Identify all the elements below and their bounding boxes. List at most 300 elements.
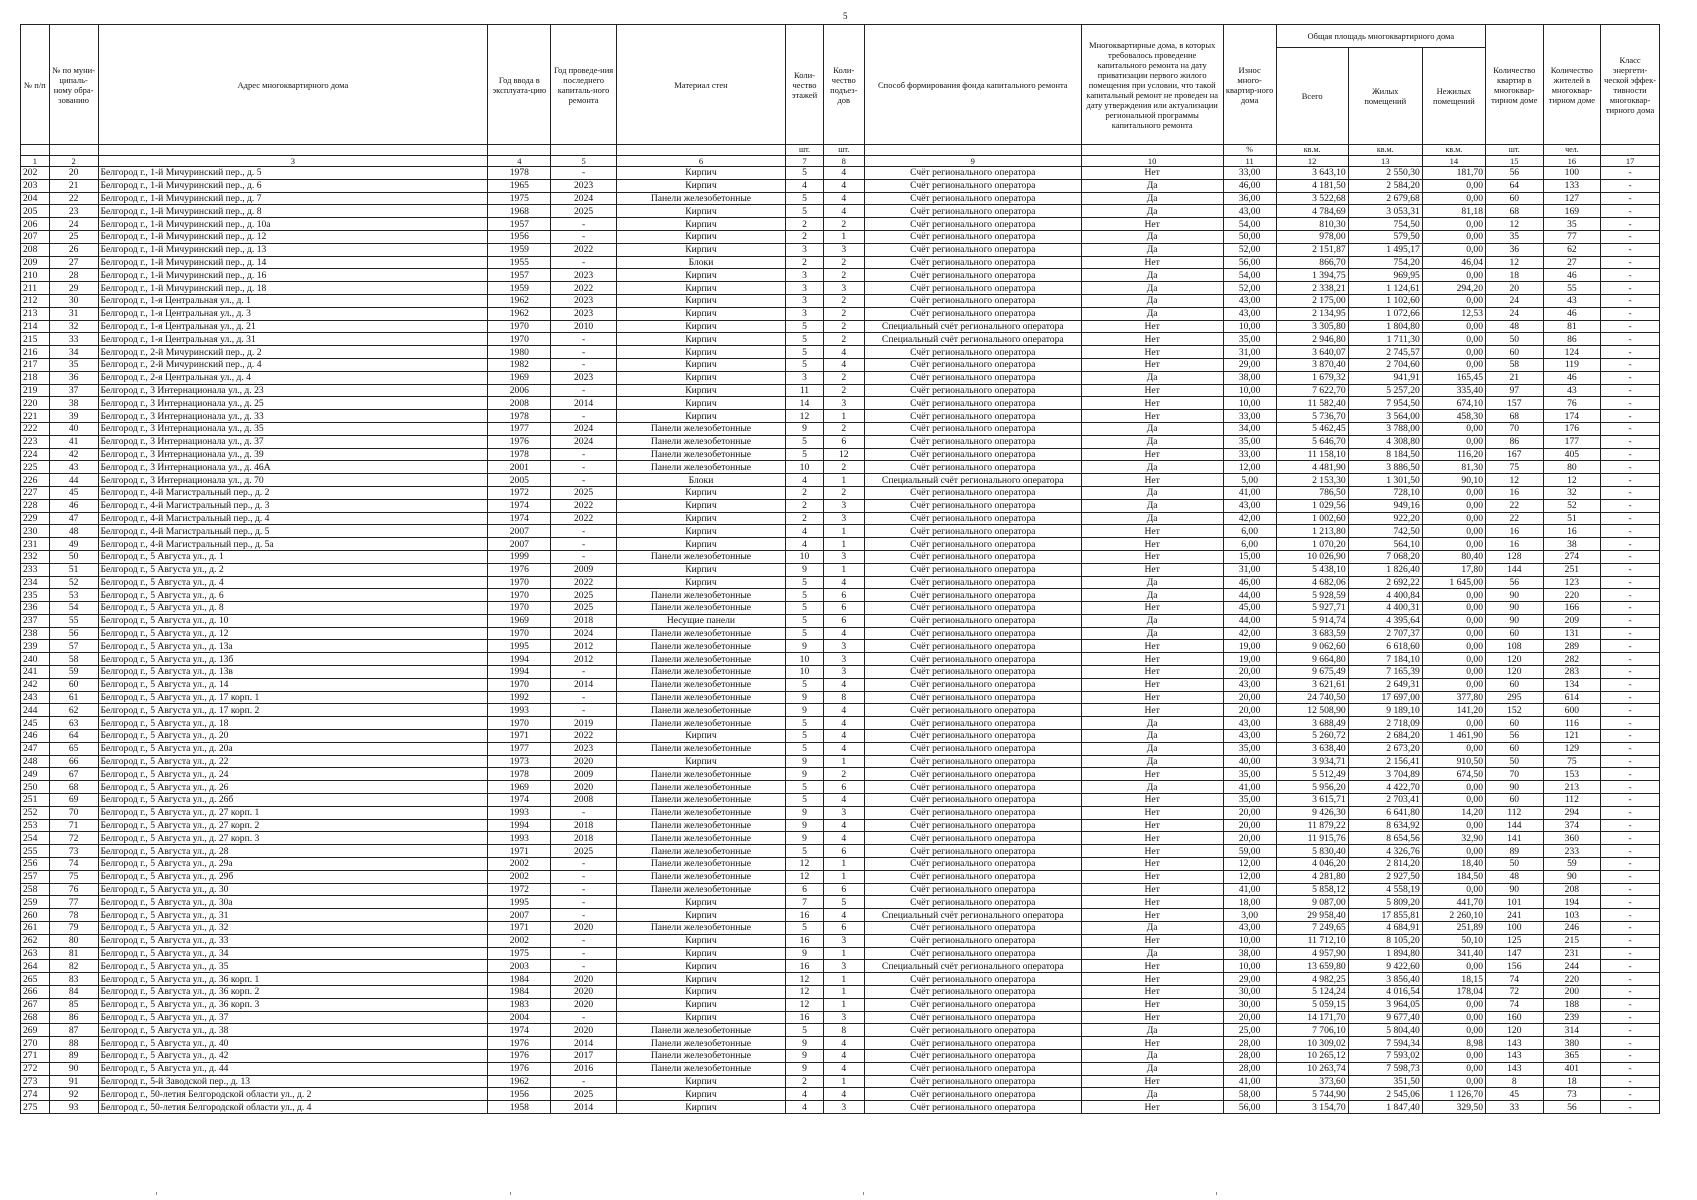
- repair-required-cell: Нет: [1081, 320, 1223, 333]
- row-number: 211: [21, 282, 50, 295]
- residents-cell: 131: [1543, 627, 1601, 640]
- header-wall-material: Материал стен: [616, 25, 785, 145]
- municipal-number: 71: [49, 819, 98, 832]
- row-number: 260: [21, 909, 50, 922]
- wall-material-cell: Кирпич: [616, 1075, 785, 1088]
- energy-class-cell: -: [1601, 742, 1660, 755]
- repair-year-cell: -: [551, 474, 616, 487]
- residents-cell: 43: [1543, 384, 1601, 397]
- area-residential-cell: 4 400,31: [1348, 602, 1422, 615]
- repair-year-cell: 2024: [551, 435, 616, 448]
- residents-cell: 103: [1543, 909, 1601, 922]
- entrances-cell: 3: [823, 397, 864, 410]
- energy-class-cell: -: [1601, 410, 1660, 423]
- area-nonresidential-cell: 0,00: [1422, 538, 1485, 551]
- row-number: 257: [21, 870, 50, 883]
- row-number: 206: [21, 218, 50, 231]
- table-row: [21, 294, 1660, 307]
- table-row: [21, 806, 1660, 819]
- floors-cell: 10: [786, 461, 824, 474]
- energy-class-cell: -: [1601, 269, 1660, 282]
- fund-method-cell: Счёт регионального оператора: [864, 653, 1081, 666]
- area-nonresidential-cell: 0,00: [1422, 179, 1485, 192]
- residents-cell: 169: [1543, 205, 1601, 218]
- year-built-cell: 1995: [488, 896, 551, 909]
- municipal-number: 84: [49, 986, 98, 999]
- area-nonresidential-cell: 0,00: [1422, 998, 1485, 1011]
- area-nonresidential-cell: 0,00: [1422, 678, 1485, 691]
- table-row: [21, 602, 1660, 615]
- area-residential-cell: 2 679,68: [1348, 192, 1422, 205]
- area-total-cell: 1 029,56: [1276, 499, 1348, 512]
- table-row: [21, 1088, 1660, 1101]
- area-total-cell: 5 462,45: [1276, 422, 1348, 435]
- energy-class-cell: -: [1601, 179, 1660, 192]
- repair-year-cell: 2025: [551, 1088, 616, 1101]
- area-nonresidential-cell: 0,00: [1422, 819, 1485, 832]
- area-total-cell: 5 438,10: [1276, 563, 1348, 576]
- area-residential-cell: 564,10: [1348, 538, 1422, 551]
- table-row: [21, 1062, 1660, 1075]
- apartments-cell: 143: [1486, 1049, 1544, 1062]
- area-nonresidential-cell: 0,00: [1422, 525, 1485, 538]
- wall-material-cell: Кирпич: [616, 986, 785, 999]
- apartments-cell: 120: [1486, 1024, 1544, 1037]
- wall-material-cell: Панели железобетонные: [616, 717, 785, 730]
- entrances-cell: 3: [823, 243, 864, 256]
- row-number: 270: [21, 1037, 50, 1050]
- address-cell: Белгород г., 4-й Магистральный пер., д. 5а: [98, 538, 488, 551]
- repair-year-cell: -: [551, 806, 616, 819]
- table-row: [21, 320, 1660, 333]
- area-nonresidential-cell: 0,00: [1422, 781, 1485, 794]
- row-number: 243: [21, 691, 50, 704]
- energy-class-cell: -: [1601, 845, 1660, 858]
- floors-cell: 16: [786, 960, 824, 973]
- floors-cell: 9: [786, 755, 824, 768]
- year-built-cell: 1977: [488, 422, 551, 435]
- municipal-number: 63: [49, 717, 98, 730]
- year-built-cell: 1972: [488, 486, 551, 499]
- wall-material-cell: Панели железобетонные: [616, 806, 785, 819]
- area-total-cell: 5 914,74: [1276, 614, 1348, 627]
- area-nonresidential-cell: 1 645,00: [1422, 576, 1485, 589]
- fund-method-cell: Счёт регионального оператора: [864, 806, 1081, 819]
- energy-class-cell: -: [1601, 1088, 1660, 1101]
- area-total-cell: 9 062,60: [1276, 640, 1348, 653]
- row-number: 267: [21, 998, 50, 1011]
- fund-method-cell: Счёт регионального оператора: [864, 998, 1081, 1011]
- apartments-cell: 21: [1486, 371, 1544, 384]
- floors-cell: 9: [786, 704, 824, 717]
- wear-cell: 35,00: [1223, 768, 1276, 781]
- area-residential-cell: 9 677,40: [1348, 1011, 1422, 1024]
- wall-material-cell: Кирпич: [616, 397, 785, 410]
- row-number: 258: [21, 883, 50, 896]
- repair-year-cell: 2012: [551, 653, 616, 666]
- area-residential-cell: 2 156,41: [1348, 755, 1422, 768]
- floors-cell: 7: [786, 896, 824, 909]
- fund-method-cell: Счёт регионального оператора: [864, 819, 1081, 832]
- area-residential-cell: 9 189,10: [1348, 704, 1422, 717]
- area-total-cell: 373,60: [1276, 1075, 1348, 1088]
- wear-cell: 28,00: [1223, 1037, 1276, 1050]
- residents-cell: 220: [1543, 973, 1601, 986]
- floors-cell: 3: [786, 269, 824, 282]
- wall-material-cell: Кирпич: [616, 179, 785, 192]
- repair-required-cell: Да: [1081, 614, 1223, 627]
- wear-cell: 42,00: [1223, 627, 1276, 640]
- area-nonresidential-cell: 0,00: [1422, 1024, 1485, 1037]
- year-built-cell: 1970: [488, 320, 551, 333]
- residents-cell: 27: [1543, 256, 1601, 269]
- energy-class-cell: -: [1601, 627, 1660, 640]
- wear-cell: 20,00: [1223, 704, 1276, 717]
- fund-method-cell: Счёт регионального оператора: [864, 205, 1081, 218]
- entrances-cell: 2: [823, 333, 864, 346]
- residents-cell: 35: [1543, 218, 1601, 231]
- municipal-number: 82: [49, 960, 98, 973]
- area-residential-cell: 4 400,84: [1348, 589, 1422, 602]
- wall-material-cell: Панели железобетонные: [616, 742, 785, 755]
- table-row: [21, 474, 1660, 487]
- repair-year-cell: 2014: [551, 678, 616, 691]
- area-total-cell: 1 394,75: [1276, 269, 1348, 282]
- year-built-cell: 2007: [488, 909, 551, 922]
- wear-cell: 44,00: [1223, 614, 1276, 627]
- entrances-cell: 3: [823, 1101, 864, 1114]
- entrances-cell: 6: [823, 845, 864, 858]
- floors-cell: 5: [786, 845, 824, 858]
- entrances-cell: 12: [823, 448, 864, 461]
- area-residential-cell: 4 326,76: [1348, 845, 1422, 858]
- address-cell: Белгород г., 5 Августа ул., д. 2: [98, 563, 488, 576]
- wear-cell: 19,00: [1223, 653, 1276, 666]
- municipal-number: 64: [49, 730, 98, 743]
- municipal-number: 58: [49, 653, 98, 666]
- repair-required-cell: Да: [1081, 1024, 1223, 1037]
- repair-year-cell: 2019: [551, 717, 616, 730]
- floors-cell: 2: [786, 499, 824, 512]
- energy-class-cell: -: [1601, 563, 1660, 576]
- repair-year-cell: 2014: [551, 397, 616, 410]
- area-residential-cell: 2 673,20: [1348, 742, 1422, 755]
- apartments-cell: 128: [1486, 550, 1544, 563]
- area-residential-cell: 2 704,60: [1348, 358, 1422, 371]
- municipal-number: 33: [49, 333, 98, 346]
- municipal-number: 61: [49, 691, 98, 704]
- area-nonresidential-cell: 0,00: [1422, 512, 1485, 525]
- floors-cell: 12: [786, 858, 824, 871]
- area-nonresidential-cell: 0,00: [1422, 230, 1485, 243]
- residents-cell: 127: [1543, 192, 1601, 205]
- entrances-cell: 2: [823, 269, 864, 282]
- repair-required-cell: Да: [1081, 589, 1223, 602]
- floors-cell: 5: [786, 742, 824, 755]
- municipal-number: 73: [49, 845, 98, 858]
- address-cell: Белгород г., 4-й Магистральный пер., д. 3: [98, 499, 488, 512]
- year-built-cell: 2008: [488, 397, 551, 410]
- fund-method-cell: Счёт регионального оператора: [864, 512, 1081, 525]
- floors-cell: 12: [786, 986, 824, 999]
- area-residential-cell: 2 927,50: [1348, 870, 1422, 883]
- entrances-cell: 1: [823, 986, 864, 999]
- apartments-cell: 18: [1486, 269, 1544, 282]
- area-nonresidential-cell: 674,50: [1422, 768, 1485, 781]
- area-total-cell: 786,50: [1276, 486, 1348, 499]
- area-total-cell: 11 712,10: [1276, 934, 1348, 947]
- residents-cell: 133: [1543, 179, 1601, 192]
- table-row: [21, 192, 1660, 205]
- entrances-cell: 1: [823, 410, 864, 423]
- fund-method-cell: Счёт регионального оператора: [864, 717, 1081, 730]
- year-built-cell: 1976: [488, 563, 551, 576]
- area-residential-cell: 2 707,37: [1348, 627, 1422, 640]
- repair-year-cell: -: [551, 858, 616, 871]
- energy-class-cell: -: [1601, 704, 1660, 717]
- apartments-cell: 90: [1486, 589, 1544, 602]
- table-row: [21, 640, 1660, 653]
- municipal-number: 21: [49, 179, 98, 192]
- floors-cell: 5: [786, 717, 824, 730]
- repair-required-cell: Нет: [1081, 346, 1223, 359]
- fund-method-cell: Счёт регионального оператора: [864, 422, 1081, 435]
- wear-cell: 52,00: [1223, 282, 1276, 295]
- wear-cell: 41,00: [1223, 486, 1276, 499]
- wear-cell: 33,00: [1223, 410, 1276, 423]
- repair-year-cell: -: [551, 230, 616, 243]
- entrances-cell: 4: [823, 909, 864, 922]
- area-total-cell: 7 249,65: [1276, 922, 1348, 935]
- area-total-cell: 3 638,40: [1276, 742, 1348, 755]
- energy-class-cell: -: [1601, 230, 1660, 243]
- energy-class-cell: -: [1601, 1037, 1660, 1050]
- energy-class-cell: -: [1601, 538, 1660, 551]
- repair-required-cell: Да: [1081, 269, 1223, 282]
- table-row: [21, 960, 1660, 973]
- area-residential-cell: 8 654,56: [1348, 832, 1422, 845]
- repair-required-cell: Нет: [1081, 666, 1223, 679]
- floors-cell: 9: [786, 1049, 824, 1062]
- floors-cell: 5: [786, 346, 824, 359]
- municipal-number: 60: [49, 678, 98, 691]
- municipal-number: 28: [49, 269, 98, 282]
- address-cell: Белгород г., 5 Августа ул., д. 27 корп. 2: [98, 819, 488, 832]
- area-total-cell: 3 643,10: [1276, 167, 1348, 180]
- municipal-number: 53: [49, 589, 98, 602]
- row-number: 242: [21, 678, 50, 691]
- year-built-cell: 1962: [488, 1075, 551, 1088]
- repair-year-cell: 2023: [551, 307, 616, 320]
- wear-cell: 56,00: [1223, 256, 1276, 269]
- floors-cell: 5: [786, 167, 824, 180]
- floors-cell: 5: [786, 602, 824, 615]
- fund-method-cell: Счёт регионального оператора: [864, 1049, 1081, 1062]
- fund-method-cell: Счёт регионального оператора: [864, 1075, 1081, 1088]
- apartments-cell: 50: [1486, 858, 1544, 871]
- floors-cell: 9: [786, 640, 824, 653]
- residents-cell: 43: [1543, 294, 1601, 307]
- row-number: 204: [21, 192, 50, 205]
- municipal-number: 47: [49, 512, 98, 525]
- row-number: 262: [21, 934, 50, 947]
- area-total-cell: 3 522,68: [1276, 192, 1348, 205]
- energy-class-cell: -: [1601, 294, 1660, 307]
- repair-year-cell: 2020: [551, 973, 616, 986]
- apartments-cell: 24: [1486, 307, 1544, 320]
- residents-cell: 405: [1543, 448, 1601, 461]
- address-cell: Белгород г., 1-й Мичуринский пер., д. 6: [98, 179, 488, 192]
- apartments-cell: 157: [1486, 397, 1544, 410]
- year-built-cell: 2007: [488, 538, 551, 551]
- year-built-cell: 1978: [488, 448, 551, 461]
- page-number: 5: [843, 11, 848, 21]
- repair-required-cell: Нет: [1081, 870, 1223, 883]
- fund-method-cell: Счёт регионального оператора: [864, 307, 1081, 320]
- residents-cell: 365: [1543, 1049, 1601, 1062]
- apartments-cell: 16: [1486, 486, 1544, 499]
- wall-material-cell: Панели железобетонные: [616, 768, 785, 781]
- wall-material-cell: Панели железобетонные: [616, 819, 785, 832]
- entrances-cell: 4: [823, 819, 864, 832]
- wall-material-cell: Кирпич: [616, 755, 785, 768]
- entrances-cell: 4: [823, 742, 864, 755]
- table-row: [21, 333, 1660, 346]
- area-nonresidential-cell: 0,00: [1422, 1049, 1485, 1062]
- residents-cell: 32: [1543, 486, 1601, 499]
- address-cell: Белгород г., 3 Интернационала ул., д. 23: [98, 384, 488, 397]
- wear-cell: 43,00: [1223, 730, 1276, 743]
- area-nonresidential-cell: 90,10: [1422, 474, 1485, 487]
- area-residential-cell: 6 641,80: [1348, 806, 1422, 819]
- wear-cell: 20,00: [1223, 832, 1276, 845]
- area-residential-cell: 5 809,20: [1348, 896, 1422, 909]
- wear-cell: 28,00: [1223, 1049, 1276, 1062]
- wear-cell: 30,00: [1223, 998, 1276, 1011]
- table-row: [21, 922, 1660, 935]
- area-residential-cell: 1 301,50: [1348, 474, 1422, 487]
- address-cell: Белгород г., 5 Августа ул., д. 34: [98, 947, 488, 960]
- wear-cell: 10,00: [1223, 960, 1276, 973]
- apartments-cell: 141: [1486, 832, 1544, 845]
- address-cell: Белгород г., 5 Августа ул., д. 33: [98, 934, 488, 947]
- address-cell: Белгород г., 5 Августа ул., д. 26б: [98, 794, 488, 807]
- area-residential-cell: 4 558,19: [1348, 883, 1422, 896]
- area-total-cell: 5 858,12: [1276, 883, 1348, 896]
- energy-class-cell: -: [1601, 896, 1660, 909]
- table-row: [21, 678, 1660, 691]
- area-total-cell: 11 879,22: [1276, 819, 1348, 832]
- area-residential-cell: 3 704,89: [1348, 768, 1422, 781]
- area-total-cell: 2 134,95: [1276, 307, 1348, 320]
- residents-cell: 360: [1543, 832, 1601, 845]
- wall-material-cell: Кирпич: [616, 1088, 785, 1101]
- area-residential-cell: 7 954,50: [1348, 397, 1422, 410]
- wear-cell: 19,00: [1223, 640, 1276, 653]
- row-number: 266: [21, 986, 50, 999]
- area-total-cell: 978,00: [1276, 230, 1348, 243]
- floors-cell: 9: [786, 819, 824, 832]
- floors-cell: 2: [786, 218, 824, 231]
- wall-material-cell: Панели железобетонные: [616, 435, 785, 448]
- wear-cell: 34,00: [1223, 422, 1276, 435]
- floors-cell: 4: [786, 1101, 824, 1114]
- column-number: 7: [786, 156, 824, 167]
- area-total-cell: 5 928,59: [1276, 589, 1348, 602]
- address-cell: Белгород г., 1-я Центральная ул., д. 21: [98, 320, 488, 333]
- energy-class-cell: -: [1601, 922, 1660, 935]
- energy-class-cell: -: [1601, 909, 1660, 922]
- wall-material-cell: Панели железобетонные: [616, 653, 785, 666]
- municipal-number: 46: [49, 499, 98, 512]
- table-row: [21, 883, 1660, 896]
- repair-year-cell: -: [551, 358, 616, 371]
- wear-cell: 41,00: [1223, 781, 1276, 794]
- table-row: [21, 563, 1660, 576]
- wear-cell: 46,00: [1223, 576, 1276, 589]
- floors-cell: 10: [786, 653, 824, 666]
- area-total-cell: 5 260,72: [1276, 730, 1348, 743]
- entrances-cell: 2: [823, 294, 864, 307]
- repair-year-cell: 2010: [551, 320, 616, 333]
- area-total-cell: 11 582,40: [1276, 397, 1348, 410]
- repair-year-cell: 2022: [551, 512, 616, 525]
- wall-material-cell: Панели железобетонные: [616, 461, 785, 474]
- wear-cell: 33,00: [1223, 448, 1276, 461]
- table-row: [21, 858, 1660, 871]
- fund-method-cell: Счёт регионального оператора: [864, 525, 1081, 538]
- area-residential-cell: 7 068,20: [1348, 550, 1422, 563]
- floors-cell: 16: [786, 934, 824, 947]
- area-nonresidential-cell: 910,50: [1422, 755, 1485, 768]
- repair-required-cell: Нет: [1081, 1101, 1223, 1114]
- apartments-cell: 8: [1486, 1075, 1544, 1088]
- table-row: [21, 538, 1660, 551]
- wall-material-cell: Панели железобетонные: [616, 666, 785, 679]
- column-number: 13: [1348, 156, 1422, 167]
- repair-year-cell: 2018: [551, 614, 616, 627]
- residents-cell: 283: [1543, 666, 1601, 679]
- area-total-cell: 3 688,49: [1276, 717, 1348, 730]
- area-nonresidential-cell: 12,53: [1422, 307, 1485, 320]
- floors-cell: 9: [786, 832, 824, 845]
- area-total-cell: 1 679,32: [1276, 371, 1348, 384]
- wall-material-cell: Кирпич: [616, 998, 785, 1011]
- floors-cell: 2: [786, 486, 824, 499]
- repair-required-cell: Да: [1081, 755, 1223, 768]
- repair-required-cell: Да: [1081, 576, 1223, 589]
- area-total-cell: 10 265,12: [1276, 1049, 1348, 1062]
- area-total-cell: 11 158,10: [1276, 448, 1348, 461]
- residents-cell: 75: [1543, 755, 1601, 768]
- wear-cell: 10,00: [1223, 934, 1276, 947]
- entrances-cell: 6: [823, 922, 864, 935]
- municipal-number: 40: [49, 422, 98, 435]
- residents-cell: 90: [1543, 870, 1601, 883]
- municipal-number: 75: [49, 870, 98, 883]
- wall-material-cell: Панели железобетонные: [616, 858, 785, 871]
- repair-required-cell: Нет: [1081, 896, 1223, 909]
- area-residential-cell: 2 545,06: [1348, 1088, 1422, 1101]
- row-number: 237: [21, 614, 50, 627]
- entrances-cell: 3: [823, 550, 864, 563]
- area-nonresidential-cell: 458,30: [1422, 410, 1485, 423]
- units-row: [21, 145, 1660, 156]
- area-residential-cell: 4 395,64: [1348, 614, 1422, 627]
- apartments-cell: 12: [1486, 474, 1544, 487]
- area-total-cell: 3 870,40: [1276, 358, 1348, 371]
- table-row: [21, 934, 1660, 947]
